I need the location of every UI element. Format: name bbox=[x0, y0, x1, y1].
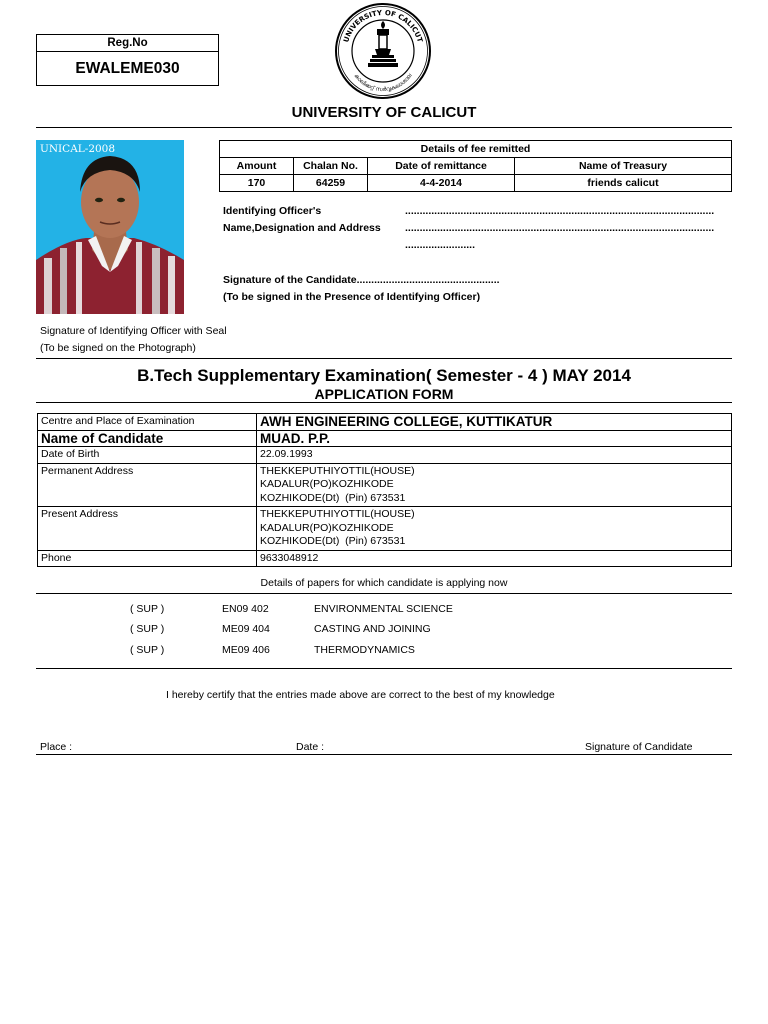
identifying-dots-1: .......................................................................................................... bbox=[405, 205, 715, 217]
address-line: THEKKEPUTHIYOTTIL(HOUSE) bbox=[260, 508, 415, 520]
paper-type: ( SUP ) bbox=[130, 644, 165, 656]
fee-chalan: 64259 bbox=[294, 175, 368, 192]
present-address-label: Present Address bbox=[38, 507, 257, 551]
fee-date: 4-4-2014 bbox=[368, 175, 515, 192]
candidate-signature-note: (To be signed in the Presence of Identifying Officer) bbox=[223, 291, 481, 303]
paper-type: ( SUP ) bbox=[130, 603, 165, 615]
permanent-address-label: Permanent Address bbox=[38, 463, 257, 507]
name-value: MUAD. P.P. bbox=[257, 430, 732, 447]
candidate-details-table bbox=[37, 413, 732, 567]
fee-heading: Details of fee remitted bbox=[220, 141, 732, 158]
paper-name: CASTING AND JOINING bbox=[314, 623, 431, 635]
candidate-signature-line: Signature of the Candidate................................................. bbox=[223, 274, 500, 286]
address-line: KADALUR(PO)KOZHIKODE bbox=[260, 478, 394, 490]
phone-label: Phone bbox=[38, 550, 257, 567]
divider bbox=[36, 668, 732, 669]
dob-label: Date of Birth bbox=[38, 447, 257, 464]
centre-label: Centre and Place of Examination bbox=[38, 414, 257, 431]
reg-no-label: Reg.No bbox=[37, 35, 218, 52]
address-line: THEKKEPUTHIYOTTIL(HOUSE) bbox=[260, 464, 415, 477]
name-label: Name of Candidate bbox=[38, 430, 257, 447]
form-title: APPLICATION FORM bbox=[314, 386, 454, 402]
paper-name: THERMODYNAMICS bbox=[314, 644, 415, 656]
svg-text:കാലിക്കറ്റ് സർവ്വകലാശാല: കാലിക്കറ്റ് സർവ്വകലാശാല bbox=[352, 72, 414, 94]
exam-title: B.Tech Supplementary Examination( Semester - 4 ) MAY 2014 bbox=[137, 366, 631, 385]
reg-no-value: EWALEME030 bbox=[75, 60, 180, 77]
date-label: Date : bbox=[296, 741, 325, 753]
paper-code: ME09 406 bbox=[222, 644, 270, 656]
photo-watermark: UNICAL-2008 bbox=[40, 143, 116, 155]
present-address-value bbox=[257, 507, 732, 551]
paper-type: ( SUP ) bbox=[130, 623, 165, 635]
fee-table bbox=[219, 140, 732, 192]
place-label: Place : bbox=[40, 741, 73, 753]
divider bbox=[36, 402, 732, 403]
papers-heading: Details of papers for which candidate is applying now bbox=[260, 577, 508, 589]
reg-no-box bbox=[36, 34, 219, 86]
university-seal bbox=[332, 3, 434, 99]
fee-treasury: friends calicut bbox=[515, 175, 732, 192]
fee-col-amount: Amount bbox=[220, 158, 294, 175]
officer-signature-line: Signature of Identifying Officer with Seal bbox=[40, 325, 227, 337]
identifying-dots-3: ........................ bbox=[405, 239, 476, 251]
svg-text:UNIVERSITY OF CALICUT: UNIVERSITY OF CALICUT bbox=[342, 8, 424, 44]
divider bbox=[36, 127, 732, 128]
address-line: KOZHIKODE(Dt) (Pin) 673531 bbox=[260, 491, 406, 504]
dob-value: 22.09.1993 bbox=[257, 447, 732, 464]
fee-col-treasury: Name of Treasury bbox=[515, 158, 732, 175]
divider bbox=[36, 593, 732, 594]
fee-amount: 170 bbox=[220, 175, 294, 192]
officer-signature-note: (To be signed on the Photograph) bbox=[40, 342, 196, 354]
identifying-officer-label: Identifying Officer's bbox=[223, 205, 322, 217]
paper-code: EN09 402 bbox=[222, 603, 269, 615]
fee-col-chalan: Chalan No. bbox=[294, 158, 368, 175]
permanent-address-value bbox=[257, 463, 732, 507]
phone-value: 9633048912 bbox=[257, 550, 732, 567]
signature-label: Signature of Candidate bbox=[585, 741, 693, 753]
identifying-dots-2: .......................................................................................................... bbox=[405, 222, 715, 234]
address-line: KADALUR(PO)KOZHIKODE bbox=[260, 521, 394, 534]
identifying-officer-label-2: Name,Designation and Address bbox=[223, 222, 381, 234]
fee-col-date: Date of remittance bbox=[368, 158, 515, 175]
declaration: I hereby certify that the entries made above are correct to the best of my knowledge bbox=[166, 689, 555, 701]
candidate-photo bbox=[36, 140, 184, 314]
university-name: UNIVERSITY OF CALICUT bbox=[291, 104, 477, 121]
paper-name: ENVIRONMENTAL SCIENCE bbox=[314, 603, 453, 615]
centre-value: AWH ENGINEERING COLLEGE, KUTTIKATUR bbox=[257, 414, 732, 431]
divider bbox=[36, 754, 732, 755]
address-line: KOZHIKODE(Dt) (Pin) 673531 bbox=[260, 535, 406, 547]
paper-code: ME09 404 bbox=[222, 623, 270, 635]
divider bbox=[36, 358, 732, 359]
